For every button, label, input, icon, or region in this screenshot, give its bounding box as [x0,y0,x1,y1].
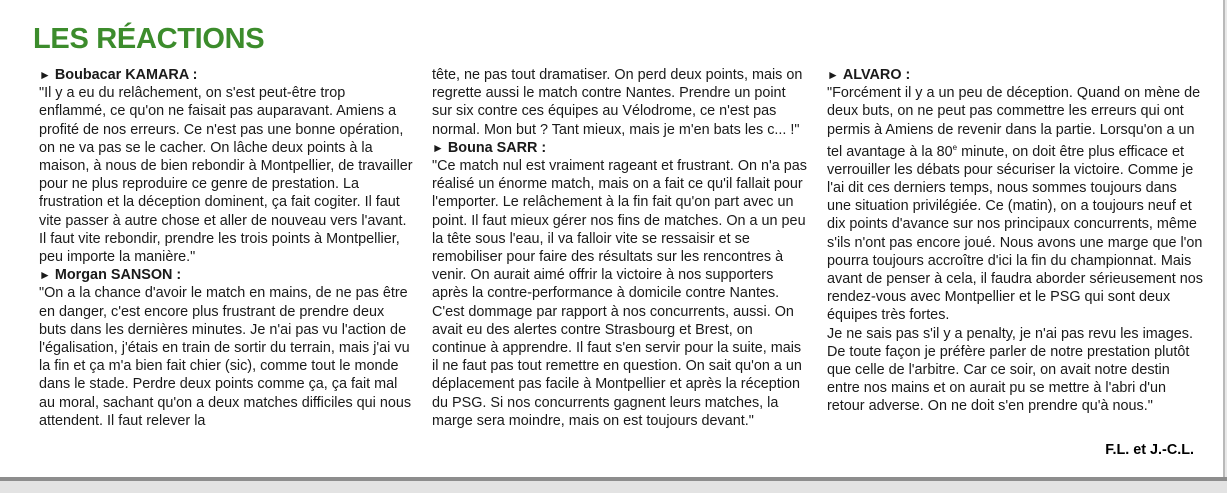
quote-text: "Forcément il y a un peu de déception. Quand on mène de deux buts, on ne peut pas commettre les erreurs qui ont permis à Amiens de revenir dans la partie. Lorsqu'on a un tel avantage à la 80 [827,85,1201,160]
quote-paragraph: Je ne sais pas s'il y a penalty, je n'ai pas revu les images. De toute façon je préfère parler de notre prestation plutôt que celle de l'arbitre. Car ce soir, on avait notre destin entre nos mains et on aurait pu se mettre à l'abri d'un retour adverse. On ne doit s'en prendre qu'à nous." [827,325,1193,415]
speaker-name: Boubacar KAMARA : [54,67,198,83]
column-3 [827,66,1203,416]
speaker-heading [39,266,413,284]
bottom-rule [0,477,1227,493]
column-2 [432,66,807,430]
speaker-heading [39,66,413,84]
quote-paragraph: "On a la chance d'avoir le match en mains, de ne pas être en danger, c'est encore plus frustrant de prendre deux buts dans les dernières minutes. Je n'ai pas vu l'action de l'égalisation, j'étais en train de sortir du terrain, mais j'ai vu la fin et ça m'a bien fait chier (sic), comme tout le monde dans le stade. Perdre deux points comme ça, ça fait mal au moral, sachant qu'on a deux matches difficiles qui nous attendent. Il faut relever la [39,285,412,429]
arrow-icon: ► [827,68,839,82]
quote-paragraph: "Il y a eu du relâchement, on s'est peut-être trop enflammé, ce qu'on ne faisait pas auparavant. Amiens a profité de nos erreurs. Ce n'est pas une bonne opération, on ne va pas se le cacher. On lâche deux points à la maison, à nous de bien rebondir à Montpellier, de travailler pour ne plus reproduire ce genre de prestation. La frustration et la déception dominent, ça fait cogiter. Il faut vite passer à autre chose et aller de nouveau vers l'avant. Il faut vite rebondir, prendre les trois points à Montpellier, peu importe la manière." [39,85,413,266]
speaker-name: Morgan SANSON : [54,267,182,284]
column-1 [39,66,413,430]
arrow-icon: ► [432,140,444,155]
arrow-icon: ► [39,268,51,283]
speaker-heading [827,66,1203,84]
speaker-name: Bouna SARR : [447,139,547,156]
quote-paragraph: "Ce match nul est vraiment rageant et frustrant. On n'a pas réalisé un énorme match, mais on a fait ce qu'il fallait pour l'emporter. Le relâchement à la fin fait qu'on part avec un point. Il faut mieux gérer nos fins de matches. On a un peu la tête sous l'eau, il va falloir vite se ressaisir et se remobiliser pour faire des résultats sur les rencontres à venir. On aurait aimé offrir la victoire à nos supporters après la contre-performance à domicile contre Nantes. C'est dommage par rapport à nos concurrents, aussi. On avait eu des alertes contre Strasbourg et Brest, on continue à apprendre. Il faut s'en servir pour la suite, mais il ne faut pas tout remettre en question. On sait qu'on a un déplacement pas facile à Montpellier et après la réception du PSG. Si nos concurrents gagnent leurs matches, la marge sera moindre, mais on est toujours devant." [432,158,807,429]
arrow-icon: ► [39,68,51,82]
superscript: e [952,142,958,152]
quote-text: minute, on doit être plus efficace et verrouiller les débats pour sécuriser la victoire. Comme je l'ai dit ces derniers temps, nous sommes toujours dans une situation privilégiée. Ce (matin), on a toujours neuf et dix points d'avance sur nos principaux concurrents, même s'ils n'ont pas encore joué. Nous avons une marge que l'on pourra toujours accroître d'ici la fin du championnat. Mais avant de penser à cela, il faudra aborder sérieusement nos rendez-vous avec Montpellier et le PSG qui sont deux équipes très fortes. [827,143,1203,324]
speaker-name: ALVARO : [842,67,911,83]
section-title: LES RÉACTIONS [33,23,265,55]
speaker-heading [432,139,807,157]
author-credit: F.L. et J.-C.L. [1105,442,1194,458]
quote-paragraph: tête, ne pas tout dramatiser. On perd deux points, mais on regrette aussi le match contre Nantes. Prendre un point sur six contre ces équipes au Vélodrome, ce n'est pas normal. Mon but ? Tant mieux, mais je m'en bats les c... !" [432,67,803,138]
quote-paragraph [827,84,1203,324]
